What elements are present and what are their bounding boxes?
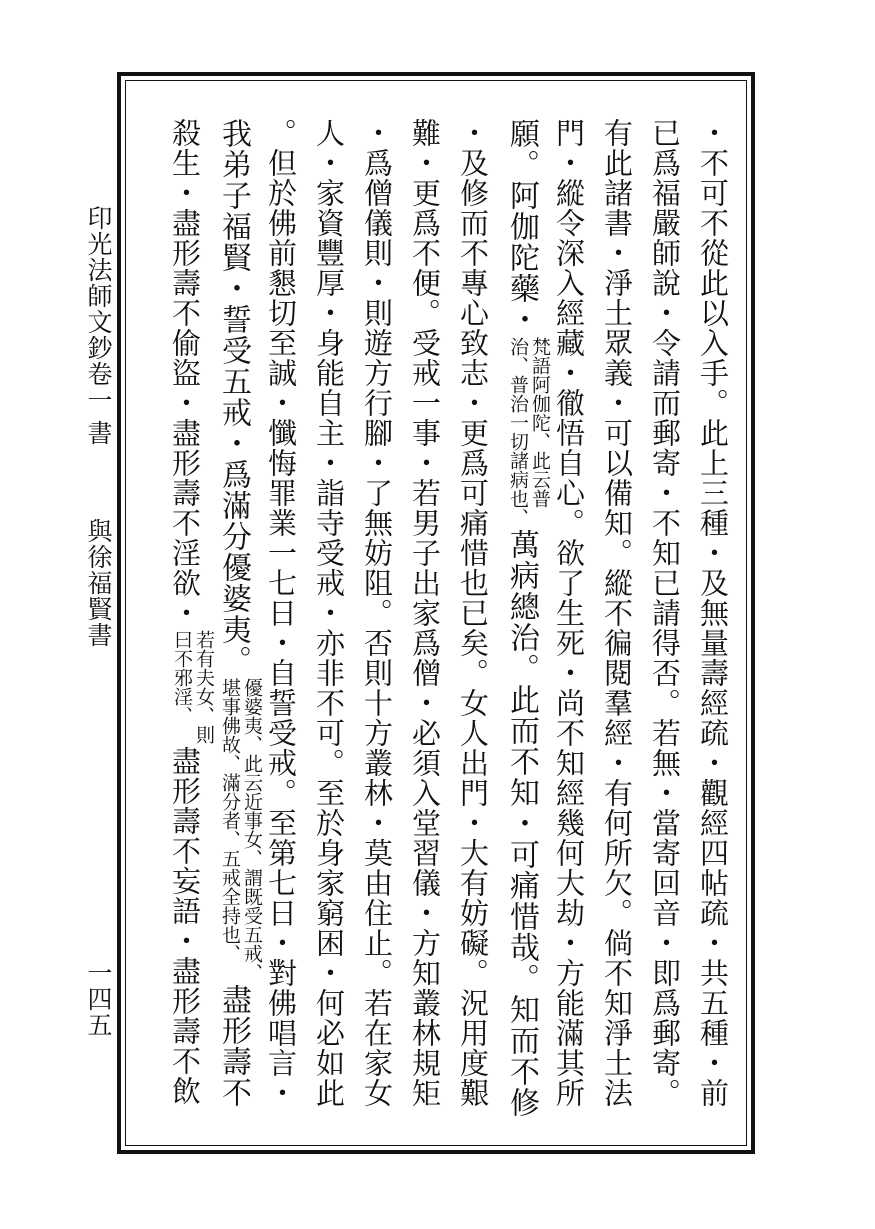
book-title: 印光法師文鈔卷一: [84, 205, 113, 413]
annotation-note: 優婆夷、此云近事女、謂既受五戒、 堪事佛故、滿分者、五戒全持也、: [219, 678, 263, 982]
text-column-4: 門・縱令深入經藏・徹悟自心。欲了生死・尚不知經幾何大劫・方能滿其所: [552, 118, 586, 1108]
text-column-5: [497, 118, 551, 1118]
annotation-note: 梵語阿伽陀、此云普 治、普治一切諸病也、: [507, 337, 551, 527]
text-column-8: ・爲僧儀則・則遊方行腳・了無妨阻。否則十方叢林・莫由住止。若在家女: [360, 118, 394, 1108]
text-column-11: [209, 118, 263, 1108]
text-column-9: 人・家資豐厚・身能自主・詣寺受戒・亦非不可。至於身家窮困・何必如此: [312, 118, 346, 1108]
column-text: 殺生・盡形壽不偷盜・盡形壽不淫欲・: [168, 118, 202, 628]
column-text: 萬病總治。此而不知・可痛惜哉。知而不修: [504, 529, 539, 1118]
letter-title: 與徐福賢書: [84, 518, 113, 648]
text-column-1: ・不可不從此以入手。此上三種・及無量壽經疏・觀經四帖疏・共五種・前: [696, 118, 730, 1108]
column-text: 願。阿伽陀藥・: [504, 118, 539, 335]
text-column-12: [161, 118, 215, 1106]
text-column-10: 。但於佛前懇切至誠・懺悔罪業一七日・自誓受戒。至第七日・對佛唱言・: [264, 118, 298, 1108]
column-text: 盡形壽不妄語・盡形壽不飲: [168, 746, 202, 1106]
column-text: 我弟子福賢・誓受五戒・爲滿分優婆夷。: [216, 118, 251, 676]
column-text: 盡形壽不: [216, 984, 251, 1108]
text-column-6: ・及修而不專心致志・更爲可痛惜也已矣。女人出門・大有妨礙。況用度艱: [456, 118, 490, 1108]
section-label: 書: [84, 420, 113, 446]
annotation-note: 若有夫女、則 曰不邪淫、: [171, 630, 215, 744]
page-number: 一四五: [84, 960, 113, 1038]
text-column-7: 難・更爲不便。受戒一事・若男子出家爲僧・必須入堂習儀・方知叢林規矩: [408, 118, 442, 1108]
text-column-2: 已爲福嚴師說・令請而郵寄・不知已請得否。若無・當寄回音・即爲郵寄。: [648, 118, 682, 1108]
text-column-3: 有此諸書・淨土眾義・可以備知。縱不徧閱羣經・有何所欠。倘不知淨土法: [600, 118, 634, 1108]
